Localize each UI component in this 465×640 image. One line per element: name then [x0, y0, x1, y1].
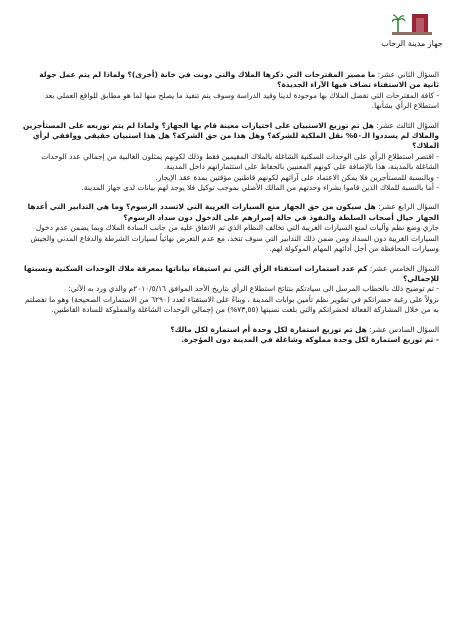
rehab-logo-icon	[392, 10, 432, 38]
question-label: السؤال السادس عشر:	[369, 324, 439, 334]
question-block-13	[22, 121, 439, 194]
question-label: السؤال الثاني عشر:	[377, 70, 439, 79]
question-label: السؤال الخامس عشر:	[369, 263, 439, 273]
document-body	[22, 70, 439, 354]
organization-logo	[381, 10, 443, 52]
question-text: كم عدد استمارات استفتاء الرأي التي تم استيفاء بياناتها بمعرفة ملاك الوحدات السكنية ونسبتها للإجمالي؟	[24, 263, 439, 283]
answer-item: نزولاً على رغبة حضراتكم في تطوير نظم تأمين بوابات المدينة ، وبناءً على الاستفتاء لعدد (٦٢٩٠ من الاستمارات الصحيحة) وهو ما تفضلتم به من خلال المشاركة الفعالة لحضراتكم والتي بلغت نسبتها (٧٣,٥٥%) من إجمالي الوحدات الشاغلة والمملوكة للسادة القاطنين.	[24, 294, 439, 315]
answer-item: - تم توزيع استمارة لكل وحدة مملوكة وشاغلة في المدينة دون المؤجرة.	[181, 334, 439, 344]
question-block-12	[22, 70, 439, 112]
question-block-15	[22, 264, 439, 316]
question-text: هل سيكون من حق الجهاز منع السيارات الغريبة التي لاتسدد الرسوم؟ وما هي التدابير التي أعدها الجهاز حيال أصحاب السلطة والنفوذ في حالة إصرارهم على الدخول دون سداد الرسوم؟	[27, 202, 439, 222]
question-block-14	[22, 202, 439, 254]
question-12	[22, 70, 439, 91]
answer-item: - تم توضيح ذلك بالخطاب المرسل الى سيادتكم بنتائج استطلاع الرأي بتاريخ الأحد الموافق ٢٠١٠/٥/١٦م والذي ورد به الآتي:	[68, 284, 439, 294]
answer-item: - اقتصر استطلاع الرأي على الوحدات السكنية الشاغلة بالملاك المقيمين فقط وذلك لكونهم يمثلون الغالبية من إجمالي عدد الوحدات الشاغلة بالمدينة، هذا بالإضافة على كونهم المعنيين بالحفاظ على استثماراتهم داخل المدينة.	[41, 151, 439, 172]
question-text: هل تم توزيع استمارة لكل وحدة أم استمارة لكل مالك؟	[170, 324, 367, 334]
question-16	[22, 325, 439, 335]
question-14	[22, 202, 439, 223]
answer-item: - كافة المقترحات التي تفضل الملاك بها موجودة لدينا وقيد الدراسة وسوف يتم تنفيذ ما يصلح منها لما هو مطابق للواقع العملي بعد استطلاع الرأي بشأنها.	[44, 90, 439, 111]
answer-item: - أما بالنسبة للملاك الذين قاموا بشراء وحدتهم من المالك الأصلي بموجب توكيل فلا يوجد لهم بيانات لدى جهاز المدينة.	[81, 183, 439, 193]
answer-item: - وبالنسبة للمستأجرين فلا يمكن الاعتماد على آرائهم لكونهم قاطنين مؤقتين بمدة عقد الإيجار.	[155, 172, 439, 182]
question-text: هل تم توزيع الاستبيان على اختيارات معينة قام بها الجهاز؟ ولماذا لم يتم توزيعه على المستأجرين والملاك لم يسددوا الـ٥٠% نقل الملكية للشركة؟ وهل هذا من حق الشركة؟ هل هذا استبيان حقيقي ووافقي لرأي الملاك؟	[22, 120, 439, 151]
question-label: السؤال الرابع عشر:	[378, 202, 439, 212]
question-13	[22, 121, 439, 152]
organization-name: جهاز مدينة الرحاب	[381, 39, 443, 48]
question-text: ما مصير المقترحات التي ذكرها الملاك والتي دونت في خانة (أخرى)؟ ولماذا لم يتم عمل جولة ثانية من الاستفتاء تضاف فيها الآراء الجديدة؟	[39, 70, 439, 90]
answer-item: جاري وضع نظم وآليات لمنع السيارات الغريبة التي تخالف النظام الذي تم الاتفاق عليه من جانب السادة الملاك وبما يضمن عدم دخول السيارات الغريبة دون السداد ومن ضمن ذلك التدابير التي سوف تتخذ، مع عدم التعرض نهائياً لسيارات الشرطة والدفاع المدني والجيش وسيارات المحافظة من أجل أدائهم المهام الموكولة لهم.	[30, 223, 439, 254]
question-15	[22, 264, 439, 285]
question-label: السؤال الثالث عشر:	[376, 120, 439, 130]
question-block-16	[22, 325, 439, 346]
